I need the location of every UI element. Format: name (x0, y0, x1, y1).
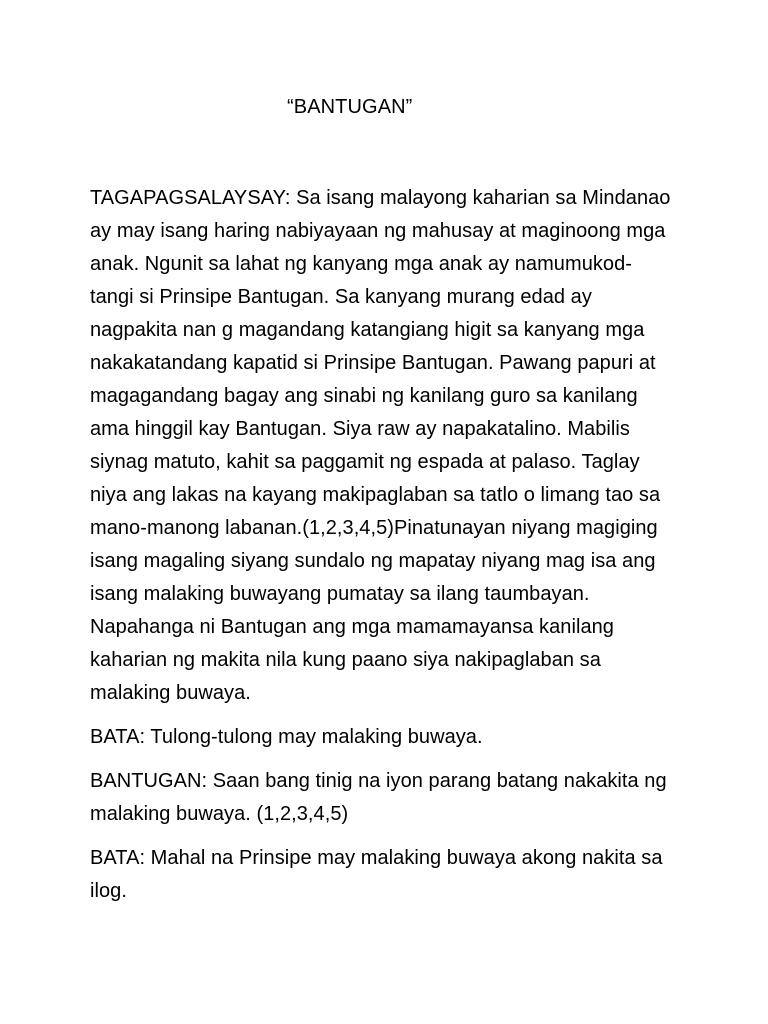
text-line: BATA: Tulong-tulong may malaking buwaya. (90, 726, 483, 748)
text-line: malaking buwaya. (1,2,3,4,5) (90, 803, 349, 825)
text-line: nakakatandang kapatid si Prinsipe Bantugan. Pawang papuri at (90, 352, 656, 374)
text-line: mano-manong labanan.(1,2,3,4,5)Pinatunayan niyang magiging (90, 517, 658, 539)
text-line: siynag matuto, kahit sa paggamit ng espada at palaso. Taglay (90, 451, 640, 473)
text-line: tangi si Prinsipe Bantugan. Sa kanyang murang edad ay (90, 286, 592, 308)
text-line: kaharian ng makita nila kung paano siya nakipaglaban sa (90, 649, 601, 671)
text-line: ilog. (90, 880, 127, 902)
text-line: niya ang lakas na kayang makipaglaban sa tatlo o limang tao sa (90, 484, 661, 506)
paragraph-bantugan (90, 765, 690, 831)
document-body (90, 182, 690, 908)
document-title: “BANTUGAN” (287, 96, 413, 118)
text-line: isang malaking buwayang pumatay sa ilang taumbayan. (90, 583, 590, 605)
text-line: ay may isang haring nabiyayaan ng mahusay at maginoong mga (90, 220, 666, 242)
text-line: TAGAPAGSALAYSAY: Sa isang malayong kaharian sa Mindanao (90, 187, 671, 209)
paragraph-bata-1 (90, 721, 690, 754)
text-line: malaking buwaya. (90, 682, 251, 704)
paragraph-narrator (90, 182, 690, 710)
text-line: magagandang bagay ang sinabi ng kanilang guro sa kanilang (90, 385, 638, 407)
paragraph-bata-2 (90, 842, 690, 908)
text-line: Napahanga ni Bantugan ang mga mamamayansa kanilang (90, 616, 614, 638)
text-line: isang magaling siyang sundalo ng mapatay niyang mag isa ang (90, 550, 656, 572)
text-line: BATA: Mahal na Prinsipe may malaking buwaya akong nakita sa (90, 847, 663, 869)
text-line: BANTUGAN: Saan bang tinig na iyon parang batang nakakita ng (90, 770, 667, 792)
text-line: anak. Ngunit sa lahat ng kanyang mga anak ay namumukod- (90, 253, 632, 275)
text-line: ama hinggil kay Bantugan. Siya raw ay napakatalino. Mabilis (90, 418, 630, 440)
text-line: nagpakita nan g magandang katangiang higit sa kanyang mga (90, 319, 645, 341)
